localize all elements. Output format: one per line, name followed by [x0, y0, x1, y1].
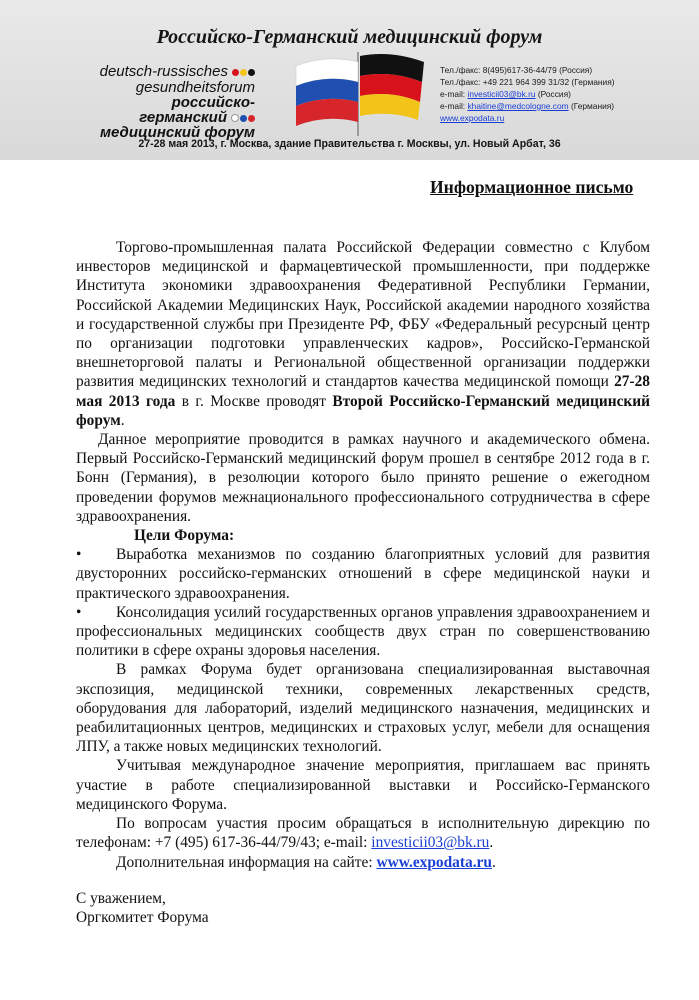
- exchange-paragraph: Данное мероприятие проводится в рамках научного и академического обмена. Первый Российско-Германский медицинский форум прошел в сентябре 2012 года в г. Бонн (Германия), в резолюции которого было принято решение о ежегодном проведении форумов межнационального профессионального сотрудничества в сфере здравоохранения.: [76, 431, 650, 525]
- contact-paragraph: По вопросам участия просим обращаться в исполнительную дирекцию по телефонам: +7 (495) 617-36-44/79/43; e-mail: investicii03@bk.ru.: [76, 815, 650, 852]
- logo-line-de-1: deutsch-russisches: [85, 64, 255, 80]
- letter-body: [76, 238, 650, 927]
- letterhead: [0, 0, 699, 160]
- email-de-line: e-mail: khaitine@medcologne.com (Германия): [440, 101, 615, 111]
- flags-icon: [286, 48, 436, 136]
- logo-line-ru-2: медицинский форум: [99, 124, 255, 142]
- invitation-paragraph: Учитывая международное значение мероприятия, приглашаем вас принять участие в работе специализированной выставки и Российско-Германского медицинского Форума.: [76, 757, 650, 813]
- event-date-location: 27-28 мая 2013, г. Москва, здание Правительства г. Москвы, ул. Новый Арбат, 36: [138, 138, 561, 150]
- signatory: Оргкомитет Форума: [76, 908, 209, 926]
- website-link[interactable]: www.expodata.ru: [440, 113, 505, 123]
- website-paragraph: Дополнительная информация на сайте: www.expodata.ru.: [116, 853, 496, 871]
- goals-heading: Цели Форума:: [134, 527, 235, 545]
- closing-line: С уважением,: [76, 889, 166, 907]
- ru-dots-icon: [230, 110, 255, 125]
- phone-de: Тел./факс: +49 221 964 399 31/32 (Германия): [440, 77, 615, 87]
- intro-date: 27-28 мая 2013 года: [76, 373, 650, 410]
- exhibition-paragraph: В рамках Форума будет организована специализированная выставочная экспозиция, медицинской техники, современных лекарственных средств, оборудования для лабораторий, изделий медицинского назначения, медицинских и реабилитационных центров, медицинских и страховых услуг, мебели для оснащения ЛПУ, а также новых медицинских технологий.: [76, 661, 650, 756]
- email-ru-link[interactable]: investicii03@bk.ru: [467, 89, 536, 99]
- goal-item: • Выработка механизмов по созданию благоприятных условий для развития двусторонних российско-германских отношений в сфере медицинской науки и практического здравоохранения.: [76, 546, 650, 602]
- forum-logo: [85, 64, 255, 140]
- de-dots-icon: [231, 65, 255, 80]
- intro-paragraph: Торгово-промышленная палата Российской Федерации совместно с Клубом инвесторов медицинской и фармацевтической промышленности, при поддержке Института экономики здравоохранения Федеративной Республики Германии, Российской Академии Медицинских Наук, Российской академии народного хозяйства и государственной службы при Президенте РФ, ФБУ «Федеральный ресурсный центр по организации подготовки управленческих кадров», Российско-Германской внешнеторговой палаты и Региональной общественной организации поддержки развития медицинских технологий и стандартов качества медицинской помощи 27-28 мая 2013 года в г. Москве проводят Второй Российско-Германский медицинский форум.: [76, 239, 651, 429]
- goal-item: • Консолидация усилий государственных органов управления здравоохранением и профессиональных медицинских сообществ двух стран по совершенствованию политики в сфере охраны здоровья населения.: [76, 603, 650, 660]
- signature-block: [76, 889, 650, 927]
- contact-email-link[interactable]: investicii03@bk.ru: [371, 834, 490, 852]
- forum-title: Российско-Германский медицинский форум: [156, 26, 543, 48]
- intro-forum-name: Второй Российско-Германский медицинский форум: [76, 392, 651, 429]
- bullet-icon: •: [76, 603, 82, 621]
- contact-block: [440, 64, 690, 124]
- site-link[interactable]: www.expodata.ru: [376, 853, 492, 871]
- logo-line-de-2: gesundheitsforum: [135, 78, 255, 96]
- bullet-icon: •: [76, 546, 82, 564]
- website-line: [440, 112, 690, 124]
- letter-title: Информационное письмо: [430, 177, 634, 197]
- phone-ru: Тел./факс: 8(495)617-36-44/79 (Россия): [440, 65, 593, 75]
- email-de-link[interactable]: khaitine@medcologne.com: [467, 101, 569, 111]
- email-ru-line: e-mail: investicii03@bk.ru (Россия): [440, 89, 571, 99]
- logo-line-ru-1: российско-германский: [139, 93, 255, 126]
